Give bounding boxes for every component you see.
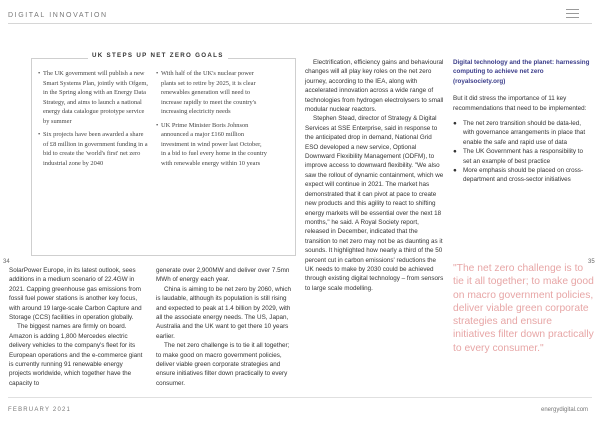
recommendations-list	[453, 119, 593, 185]
page-number-right: 35	[588, 259, 595, 265]
header-divider	[8, 23, 592, 24]
box-bullet: • The UK government will publish a new Smart Systems Plan, jointly with Ofgem, in the Spring along with an Energy Data Strategy, and aims to launch a national energy data catalogue prototype service by summer	[38, 70, 148, 125]
report-source-link[interactable]: (royalsociety.org)	[453, 77, 506, 85]
page-number-left: 34	[3, 259, 10, 265]
article-column-2	[156, 266, 294, 388]
paragraph: SolarPower Europe, in its latest outlook, sees additions in a medium scenario of 22.4GW in 2021. Capping greenhouse gas emissions from fossil fuel power stations is another key focus, with around 19 large-scale Carbon Capture and Storage (CCS) facilities in operation globally.	[9, 267, 142, 322]
pull-quote: "The net zero challenge is to tie it all together; to make good on macro government policies, deliver viable green corporate strategies and ensure initiatives filter down practically to every consumer."	[453, 263, 594, 354]
paragraph: The net zero challenge is to tie it all together; to make good on macro government policies, deliver viable green corporate strategies and ensure initiatives filter down practically to every consumer.	[156, 342, 290, 387]
list-item: ● The net zero transition should be data-led, with governance arrangements in place that enable the safe and rapid use of data	[453, 120, 586, 146]
footer-divider	[8, 397, 592, 398]
box-title: UK STEPS UP NET ZERO GOALS	[88, 52, 228, 59]
list-item: ● The UK Government has a responsibility to set an example of best practice	[453, 148, 584, 165]
section-title: DIGITAL INNOVATION	[8, 12, 108, 19]
box-column-2	[156, 69, 268, 172]
article-column-1	[9, 266, 146, 388]
box-bullet: • Six projects have been awarded a share of £8 million in government funding in a bid to create the 'world's first' net zero industrial zone by 2040	[38, 131, 148, 167]
box-bullet: • UK Prime Minister Boris Johnson announced a major £160 million investment in wind power last October, in a bid to fuel every home in the country with renewable energy within 10 years	[156, 121, 267, 167]
paragraph: generate over 2,900MW and deliver over 7.5mn MWh of energy each year.	[156, 267, 290, 284]
paragraph: But it did stress the importance of 11 key recommendations that need to be implemented:	[453, 95, 587, 112]
list-item: ● More emphasis should be placed on cross-department and cross-sector initiatives	[453, 167, 584, 184]
report-link[interactable]: Digital technology and the planet: harnessing computing to achieve net zero	[453, 59, 590, 76]
paragraph: Stephen Stead, director of Strategy & Digital Services at SSE Enterprise, said in response to the anticipated drop in demand, National Grid ESO developed a new service, Optional Downward Flexibility Management (ODFM), to improve access to downward flexibility. "We also saw the rollout of dynamic containment, which we expect will continue in 2021. The market has demonstrated that it can pivot at pace to create new products and this agility to react to shifting energy markets will be essential over the next 18 months," he said. A Royal Society report, released in December, indicated that the transition to net zero may not be as daunting as it sounds. It highlighted how nearly a third of the 50 percent cut in carbon emissions' reductions the UK needs to make by 2030 could be achieved through existing digital technology – from sensors to large scale modelling.	[305, 115, 444, 292]
footer-date: FEBRUARY 2021	[8, 407, 72, 413]
box-bullet: • With half of the UK's nuclear power plants set to retire by 2025, it is clear renewables generation will need to increase rapidly to meet the country's increasing electricity needs	[156, 70, 257, 115]
article-column-3	[305, 58, 444, 293]
paragraph: China is aiming to be net zero by 2060, which is laudable, although its population is still rising and expected to peak at 1.4 billion by 2029, with all the associate energy needs. The US, Japan, Australia and the UK want to get there 10 years earlier.	[156, 285, 292, 340]
footer-site[interactable]: energydigital.com	[541, 407, 589, 413]
net-zero-goals-box	[31, 58, 296, 256]
article-column-4	[453, 58, 593, 185]
hamburger-menu-icon[interactable]	[566, 9, 579, 19]
paragraph: Electrification, efficiency gains and behavioural changes will all play key roles on the net zero journey, according to the IEA, along with accelerated innovation across a wide range of technologies from hydrogen electrolysers to small modular nuclear reactors.	[305, 59, 444, 114]
paragraph: The biggest names are firmly on board. Amazon is adding 1,800 Mercedes electric delivery vehicles to the company's fleet for its European operations and the e-commerce giant is currently running 91 renewable energy projects worldwide, which together have the capacity to	[9, 323, 143, 387]
box-column-1	[38, 69, 148, 172]
